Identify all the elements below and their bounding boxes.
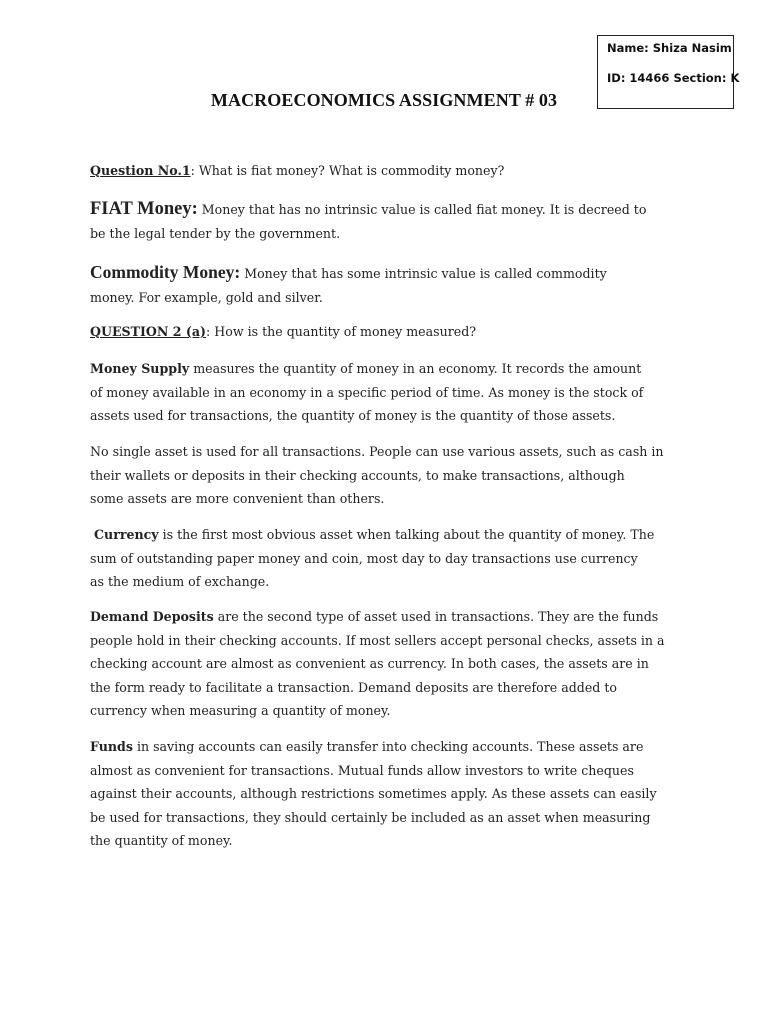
funds-term: Funds xyxy=(90,739,133,754)
no-single-line-2: their wallets or deposits in their checking accounts, to make transactions, although xyxy=(90,467,625,483)
currency-paragraph xyxy=(90,523,690,594)
money-supply-term: Money Supply xyxy=(90,361,190,376)
question-1-line xyxy=(90,159,690,183)
question-1-text: : What is fiat money? What is commodity money? xyxy=(190,163,505,178)
currency-line-3: as the medium of exchange. xyxy=(90,574,270,589)
fiat-text-1: Money that has no intrinsic value is called fiat money. It is decreed to xyxy=(197,202,647,217)
money-supply-paragraph xyxy=(90,357,690,428)
no-single-asset-paragraph xyxy=(90,440,690,511)
commodity-money-paragraph xyxy=(90,261,690,309)
demand-line-4: the form ready to facilitate a transaction. Demand deposits are therefore added to xyxy=(90,679,618,695)
funds-line-2: almost as convenient for transactions. Mutual funds allow investors to write cheques xyxy=(90,762,634,778)
demand-text-1: are the second type of asset used in transactions. They are the funds xyxy=(213,609,659,624)
question-2-label: QUESTION 2 (a) xyxy=(90,324,207,339)
demand-line-5: currency when measuring a quantity of money. xyxy=(90,703,391,718)
funds-line-5: the quantity of money. xyxy=(90,833,233,848)
no-single-line-1: No single asset is used for all transactions. People can use various assets, such as cash in xyxy=(90,444,664,459)
funds-line-3: against their accounts, although restrictions sometimes apply. As these assets can easily xyxy=(90,786,657,801)
currency-line-1 xyxy=(90,523,690,547)
demand-line-2: people hold in their checking accounts. If most sellers accept personal checks, assets in a xyxy=(90,632,665,648)
question-1 xyxy=(90,159,690,183)
student-id-section: ID: 14466 Section: K xyxy=(607,70,740,85)
commodity-line-2: money. For example, gold and silver. xyxy=(90,289,323,305)
money-supply-line-2: of money available in an economy in a specific period of time. As money is the stock of xyxy=(90,384,644,400)
currency-term: Currency xyxy=(94,527,159,542)
demand-line-1 xyxy=(90,605,690,629)
commodity-line-1 xyxy=(90,261,690,286)
funds-text-1: in saving accounts can easily transfer into checking accounts. These assets are xyxy=(132,739,644,754)
question-2-line xyxy=(90,320,690,344)
commodity-text-1: Money that has some intrinsic value is called commodity xyxy=(240,266,607,281)
money-supply-line-3: assets used for transactions, the quantity of money is the quantity of those assets. xyxy=(90,408,616,423)
assignment-title-text: MACROECONOMICS ASSIGNMENT # 03 xyxy=(210,90,558,110)
fiat-term: FIAT Money: xyxy=(90,199,198,219)
question-2-text: : How is the quantity of money measured? xyxy=(206,324,477,339)
funds-paragraph xyxy=(90,735,690,853)
demand-line-3: checking account are almost as convenient as currency. In both cases, the assets are in xyxy=(90,656,649,671)
funds-line-1 xyxy=(90,735,690,759)
funds-line-4: be used for transactions, they should certainly be included as an asset when measuring xyxy=(90,809,651,825)
money-supply-line-1 xyxy=(90,357,690,381)
currency-text-1: is the first most obvious asset when talking about the quantity of money. The xyxy=(158,527,655,542)
question-1-label: Question No.1 xyxy=(90,163,191,178)
assignment-title xyxy=(0,90,768,111)
currency-line-2: sum of outstanding paper money and coin, most day to day transactions use currency xyxy=(90,550,638,566)
money-supply-text-1: measures the quantity of money in an economy. It records the amount xyxy=(189,361,642,376)
demand-term: Demand Deposits xyxy=(90,609,214,624)
question-2 xyxy=(90,320,690,344)
no-single-line-3: some assets are more convenient than others. xyxy=(90,491,385,506)
fiat-line-1 xyxy=(90,198,690,222)
student-name: Name: Shiza Nasim xyxy=(607,41,732,55)
fiat-line-2: be the legal tender by the government. xyxy=(90,225,341,241)
fiat-money-paragraph xyxy=(90,198,690,245)
demand-deposits-paragraph xyxy=(90,605,690,723)
commodity-term: Commodity Money: xyxy=(90,262,241,282)
